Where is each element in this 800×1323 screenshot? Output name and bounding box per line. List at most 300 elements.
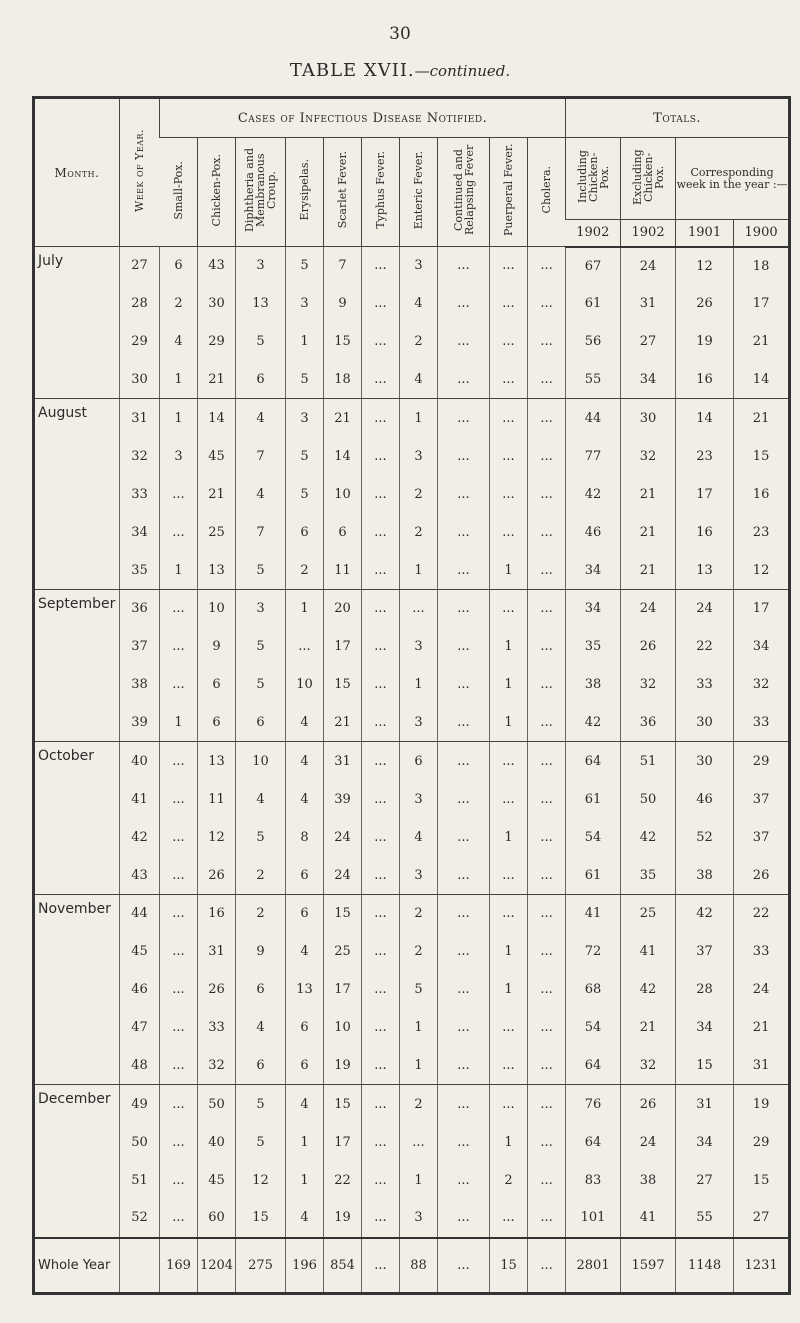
value-cell: 3 (400, 704, 438, 742)
month-cell (34, 1199, 120, 1237)
value-cell: ... (528, 1009, 566, 1047)
value-cell: 8 (286, 818, 324, 856)
value-cell: 26 (621, 628, 676, 666)
value-cell: 30 (676, 704, 734, 742)
value-cell: 33 (198, 1009, 236, 1047)
value-cell: 24 (324, 818, 362, 856)
header-corresponding-week: Corresponding week in the year :— (676, 138, 790, 220)
value-cell: 22 (676, 628, 734, 666)
value-cell: 2 (400, 932, 438, 970)
table-row (34, 361, 790, 399)
header-excluding-chickenpox: Excluding Chicken-Pox. (621, 138, 676, 220)
value-cell: 3 (400, 1199, 438, 1237)
value-cell: 2 (160, 285, 198, 323)
value-cell: 13 (198, 551, 236, 589)
value-cell: 14 (676, 399, 734, 437)
value-cell: ... (362, 818, 400, 856)
value-cell: ... (438, 361, 490, 399)
page-number: 30 (389, 24, 411, 44)
value-cell: 4 (236, 399, 286, 437)
value-cell: 4 (286, 932, 324, 970)
value-cell: 4 (236, 1009, 286, 1047)
value-cell: 36 (621, 704, 676, 742)
value-cell: 2 (236, 856, 286, 894)
value-cell: 1 (160, 704, 198, 742)
value-cell: 21 (734, 323, 790, 361)
value-cell: ... (362, 666, 400, 704)
value-cell: 16 (676, 513, 734, 551)
value-cell: 10 (198, 589, 236, 627)
value-cell: ... (160, 1123, 198, 1161)
table-row (34, 818, 790, 856)
value-cell: 18 (324, 361, 362, 399)
total-cell: 1597 (621, 1238, 676, 1294)
total-cell: 275 (236, 1238, 286, 1294)
value-cell: 6 (324, 513, 362, 551)
value-cell: 1 (490, 818, 528, 856)
value-cell: 76 (566, 1085, 621, 1123)
value-cell: 43 (198, 247, 236, 285)
value-cell: 6 (400, 742, 438, 780)
value-cell: ... (528, 971, 566, 1009)
value-cell: 2 (400, 1085, 438, 1123)
value-cell: 5 (286, 475, 324, 513)
value-cell: ... (438, 932, 490, 970)
value-cell: 46 (676, 780, 734, 818)
value-cell: ... (362, 247, 400, 285)
header-typhus-fever: Typhus Fever. (362, 138, 400, 247)
value-cell: ... (490, 247, 528, 285)
value-cell: 54 (566, 1009, 621, 1047)
header-puerperal-fever: Puerperal Fever. (490, 138, 528, 247)
header-year-1902-incl: 1902 (566, 220, 621, 247)
week-cell: 38 (120, 666, 160, 704)
week-cell: 33 (120, 475, 160, 513)
value-cell: 3 (160, 437, 198, 475)
table-row (34, 742, 790, 780)
value-cell: 3 (400, 780, 438, 818)
value-cell: 15 (734, 1161, 790, 1199)
month-cell (34, 704, 120, 742)
table-row (34, 551, 790, 589)
value-cell: 21 (324, 704, 362, 742)
total-row (34, 1238, 790, 1294)
month-cell: December (38, 1091, 111, 1108)
value-cell: 23 (734, 513, 790, 551)
week-cell: 31 (120, 399, 160, 437)
value-cell: 1 (490, 666, 528, 704)
value-cell: 3 (236, 247, 286, 285)
value-cell: 37 (734, 780, 790, 818)
value-cell: ... (438, 1123, 490, 1161)
value-cell: 12 (676, 247, 734, 285)
value-cell: 3 (400, 247, 438, 285)
value-cell: ... (490, 1085, 528, 1123)
value-cell: 12 (734, 551, 790, 589)
header-week (120, 98, 160, 247)
value-cell: 13 (286, 971, 324, 1009)
value-cell: 26 (676, 285, 734, 323)
value-cell: 32 (621, 666, 676, 704)
total-cell: ... (438, 1238, 490, 1294)
total-cell: 15 (490, 1238, 528, 1294)
value-cell: 1 (286, 1123, 324, 1161)
total-cell: ... (528, 1238, 566, 1294)
table-row (34, 1047, 790, 1085)
header-chickenpox: Chicken-Pox. (198, 138, 236, 247)
week-cell: 52 (120, 1199, 160, 1237)
value-cell: ... (528, 1199, 566, 1237)
value-cell: ... (490, 1199, 528, 1237)
week-cell: 29 (120, 323, 160, 361)
value-cell: ... (528, 1085, 566, 1123)
table-row (34, 513, 790, 551)
value-cell: 19 (734, 1085, 790, 1123)
value-cell: ... (528, 666, 566, 704)
value-cell: 64 (566, 1123, 621, 1161)
value-cell: ... (362, 475, 400, 513)
value-cell: 3 (236, 589, 286, 627)
week-cell: 35 (120, 551, 160, 589)
value-cell: ... (490, 742, 528, 780)
value-cell: 15 (734, 437, 790, 475)
month-cell: August (38, 405, 87, 422)
value-cell: ... (490, 589, 528, 627)
value-cell: 4 (286, 1199, 324, 1237)
value-cell: ... (362, 932, 400, 970)
value-cell: ... (528, 742, 566, 780)
value-cell: 19 (324, 1047, 362, 1085)
value-cell: 24 (676, 589, 734, 627)
value-cell: 1 (286, 589, 324, 627)
table-row (34, 1161, 790, 1199)
header-including-chickenpox: Including Chicken-Pox. (566, 138, 621, 220)
value-cell: 29 (198, 323, 236, 361)
table-body (34, 247, 790, 1238)
month-cell (34, 1123, 120, 1161)
table-row (34, 399, 790, 437)
value-cell: 2 (490, 1161, 528, 1199)
value-cell: ... (438, 285, 490, 323)
value-cell: ... (490, 475, 528, 513)
value-cell: 45 (198, 437, 236, 475)
total-cell: 1148 (676, 1238, 734, 1294)
month-cell (34, 437, 120, 475)
value-cell: 50 (198, 1085, 236, 1123)
value-cell: ... (490, 323, 528, 361)
month-cell (34, 513, 120, 551)
week-cell: 34 (120, 513, 160, 551)
value-cell: 1 (490, 932, 528, 970)
value-cell: 1 (490, 704, 528, 742)
total-cell: 2801 (566, 1238, 621, 1294)
header-week-label: Week of Year. (133, 129, 146, 212)
value-cell: 27 (676, 1161, 734, 1199)
header-enteric-fever: Enteric Fever. (400, 138, 438, 247)
value-cell: 17 (324, 628, 362, 666)
value-cell: 1 (490, 971, 528, 1009)
value-cell: ... (490, 361, 528, 399)
value-cell: 26 (198, 856, 236, 894)
table-row (34, 247, 790, 285)
month-cell (34, 971, 120, 1009)
value-cell: 17 (324, 1123, 362, 1161)
value-cell: ... (362, 1047, 400, 1085)
value-cell: 5 (286, 247, 324, 285)
value-cell: 3 (400, 856, 438, 894)
value-cell: ... (160, 475, 198, 513)
week-cell: 45 (120, 932, 160, 970)
value-cell: ... (286, 628, 324, 666)
value-cell: 44 (566, 399, 621, 437)
value-cell: ... (438, 780, 490, 818)
month-cell (34, 780, 120, 818)
value-cell: 6 (286, 1009, 324, 1047)
value-cell: 19 (324, 1199, 362, 1237)
value-cell: 15 (324, 1085, 362, 1123)
value-cell: 42 (621, 818, 676, 856)
value-cell: 55 (676, 1199, 734, 1237)
value-cell: ... (362, 323, 400, 361)
value-cell: ... (490, 780, 528, 818)
value-cell: ... (362, 399, 400, 437)
value-cell: 21 (198, 361, 236, 399)
month-cell: October (38, 748, 95, 765)
value-cell: 2 (400, 894, 438, 932)
week-cell: 46 (120, 971, 160, 1009)
value-cell: ... (528, 894, 566, 932)
value-cell: 5 (236, 818, 286, 856)
value-cell: 15 (236, 1199, 286, 1237)
value-cell: 25 (198, 513, 236, 551)
value-cell: 6 (160, 247, 198, 285)
value-cell: 37 (676, 932, 734, 970)
header-totals-group: Totals. (566, 98, 790, 138)
value-cell: 10 (236, 742, 286, 780)
table-row (34, 894, 790, 932)
value-cell: 3 (286, 399, 324, 437)
value-cell: ... (528, 285, 566, 323)
header-year-1901: 1901 (676, 220, 734, 247)
value-cell: 5 (400, 971, 438, 1009)
value-cell: 21 (734, 1009, 790, 1047)
value-cell: 1 (400, 1009, 438, 1047)
value-cell: ... (528, 437, 566, 475)
value-cell: 16 (676, 361, 734, 399)
value-cell: ... (362, 1161, 400, 1199)
value-cell: ... (160, 513, 198, 551)
value-cell: 6 (198, 704, 236, 742)
value-cell: 7 (236, 437, 286, 475)
month-cell: November (38, 900, 111, 917)
total-cell: 1231 (734, 1238, 790, 1294)
value-cell: ... (528, 589, 566, 627)
value-cell: 3 (400, 437, 438, 475)
table-row (34, 1085, 790, 1123)
value-cell: ... (160, 971, 198, 1009)
value-cell: ... (362, 628, 400, 666)
value-cell: ... (528, 1047, 566, 1085)
value-cell: 33 (734, 704, 790, 742)
value-cell: 5 (286, 361, 324, 399)
value-cell: ... (528, 1161, 566, 1199)
value-cell: 38 (566, 666, 621, 704)
header-continued-relapsing-fever: Continued and Relapsing Fever (438, 138, 490, 247)
value-cell: ... (362, 1009, 400, 1047)
value-cell: ... (438, 1085, 490, 1123)
table-row (34, 437, 790, 475)
value-cell: 9 (198, 628, 236, 666)
value-cell: 32 (734, 666, 790, 704)
table-row (34, 628, 790, 666)
value-cell: 68 (566, 971, 621, 1009)
value-cell: 4 (400, 818, 438, 856)
value-cell: 10 (324, 475, 362, 513)
table-row (34, 932, 790, 970)
value-cell: 1 (286, 323, 324, 361)
value-cell: ... (160, 932, 198, 970)
value-cell: 83 (566, 1161, 621, 1199)
header-year-1900: 1900 (734, 220, 790, 247)
value-cell: ... (160, 856, 198, 894)
value-cell: 29 (734, 1123, 790, 1161)
month-cell (34, 932, 120, 970)
month-cell (34, 285, 120, 323)
value-cell: 32 (198, 1047, 236, 1085)
value-cell: ... (490, 856, 528, 894)
table-title (0, 60, 800, 81)
value-cell: 16 (198, 894, 236, 932)
value-cell: 15 (324, 894, 362, 932)
value-cell: 23 (676, 437, 734, 475)
value-cell: 50 (621, 780, 676, 818)
value-cell: ... (528, 818, 566, 856)
table-row (34, 475, 790, 513)
value-cell: 14 (324, 437, 362, 475)
value-cell: 51 (621, 742, 676, 780)
header-month: Month. (34, 98, 120, 247)
value-cell: 11 (198, 780, 236, 818)
value-cell: ... (438, 856, 490, 894)
value-cell: 24 (324, 856, 362, 894)
value-cell: 27 (621, 323, 676, 361)
value-cell: 61 (566, 780, 621, 818)
value-cell: 21 (621, 551, 676, 589)
value-cell: ... (438, 1161, 490, 1199)
value-cell: 60 (198, 1199, 236, 1237)
month-cell (34, 1009, 120, 1047)
value-cell: 21 (621, 475, 676, 513)
value-cell: 17 (676, 475, 734, 513)
value-cell: 41 (621, 1199, 676, 1237)
value-cell: 9 (324, 285, 362, 323)
value-cell: 4 (286, 742, 324, 780)
table-row (34, 971, 790, 1009)
value-cell: 1 (400, 1161, 438, 1199)
week-cell: 49 (120, 1085, 160, 1123)
value-cell: 42 (566, 475, 621, 513)
table-row (34, 1009, 790, 1047)
value-cell: 1 (490, 1123, 528, 1161)
value-cell: ... (400, 1123, 438, 1161)
header-cases-group: Cases of Infectious Disease Notified. (160, 98, 566, 138)
value-cell: ... (160, 742, 198, 780)
value-cell: 15 (324, 666, 362, 704)
month-cell (34, 856, 120, 894)
value-cell: ... (438, 1199, 490, 1237)
table-row (34, 323, 790, 361)
value-cell: 31 (621, 285, 676, 323)
table-row (34, 589, 790, 627)
infectious-disease-table (32, 96, 791, 1295)
value-cell: 41 (621, 932, 676, 970)
value-cell: ... (490, 285, 528, 323)
value-cell: 34 (676, 1123, 734, 1161)
value-cell: 38 (676, 856, 734, 894)
value-cell: 6 (286, 513, 324, 551)
month-cell (34, 666, 120, 704)
value-cell: 25 (324, 932, 362, 970)
value-cell: ... (490, 437, 528, 475)
header-smallpox: Small-Pox. (160, 138, 198, 247)
value-cell: 14 (198, 399, 236, 437)
value-cell: 77 (566, 437, 621, 475)
header-cholera: Cholera. (528, 138, 566, 247)
value-cell: 9 (236, 932, 286, 970)
value-cell: 25 (621, 894, 676, 932)
value-cell: 31 (198, 932, 236, 970)
value-cell: 42 (566, 704, 621, 742)
value-cell: ... (160, 628, 198, 666)
value-cell: 40 (198, 1123, 236, 1161)
value-cell: 7 (324, 247, 362, 285)
value-cell: 6 (236, 361, 286, 399)
header-erysipelas: Erysipelas. (286, 138, 324, 247)
value-cell: 7 (236, 513, 286, 551)
header-diphtheria: Diphtheria and Membranous Croup. (236, 138, 286, 247)
week-cell: 44 (120, 894, 160, 932)
value-cell: 3 (400, 628, 438, 666)
value-cell: 2 (286, 551, 324, 589)
value-cell: 52 (676, 818, 734, 856)
value-cell: 13 (236, 285, 286, 323)
value-cell: 4 (286, 780, 324, 818)
week-cell: 27 (120, 247, 160, 285)
value-cell: 42 (676, 894, 734, 932)
value-cell: ... (528, 704, 566, 742)
value-cell: 21 (198, 475, 236, 513)
value-cell: 34 (566, 551, 621, 589)
value-cell: ... (160, 1199, 198, 1237)
value-cell: ... (362, 437, 400, 475)
total-cell: 1204 (198, 1238, 236, 1294)
value-cell: 33 (676, 666, 734, 704)
total-row-label: Whole Year (34, 1238, 120, 1294)
table-row (34, 666, 790, 704)
value-cell: ... (362, 780, 400, 818)
value-cell: ... (528, 513, 566, 551)
value-cell: 21 (324, 399, 362, 437)
value-cell: ... (438, 513, 490, 551)
value-cell: 2 (400, 475, 438, 513)
value-cell: ... (490, 1047, 528, 1085)
value-cell: 56 (566, 323, 621, 361)
table-row (34, 856, 790, 894)
week-cell: 43 (120, 856, 160, 894)
value-cell: 3 (286, 285, 324, 323)
value-cell: ... (528, 932, 566, 970)
value-cell: 4 (236, 475, 286, 513)
